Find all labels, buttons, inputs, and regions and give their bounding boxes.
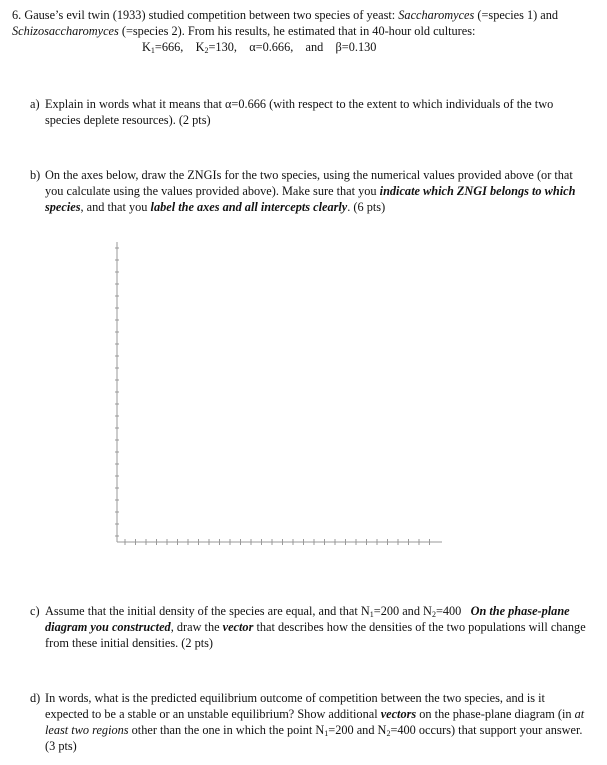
beta-param: β=0.130 [335,40,377,54]
part-d-label: d) [30,691,41,705]
part-d [30,690,590,754]
species2-name: Schizosaccharomyces [12,24,119,38]
x-axis [117,539,442,545]
species1-name: Saccharomyces [398,8,475,22]
part-c [30,603,605,651]
part-b [30,167,590,215]
part-a [30,96,590,128]
part-a-text: Explain in words what it means that α=0.666 (with respect to the extent to which individuals of the two species deplete resources). (2 pts) [45,97,554,127]
question-intro: 6. Gause’s evil twin (1933) studied competition between two species of yeast: Saccharomyces (=species 1) and Schizosaccharomyces (=species 2). From his results, he estimated that in 40-hour old cultures: [12,8,559,38]
part-b-label: b) [30,168,41,182]
part-b-text: On the axes below, draw the ZNGIs for the two species, using the numerical values provided above (or that you calculate using the values provided above). Make sure that you indicate which ZNGI belongs to which species, and that you label the axes and all intercepts clearly. (6 pts) [45,168,576,214]
part-c-text: Assume that the initial density of the species are equal, and that $N_1=200$ and $N_2=400$ On the phase-plane diagram you constructed, draw the vector that describes how the densities of the two populations will change from these initial densities. (2 pts) [45,604,586,650]
part-a-label: a) [30,97,40,111]
parameter-line: $K_1=666$, $K_2=130$, α=0.666, and β=0.130 [142,40,377,55]
part-d-text: In words, what is the predicted equilibrium outcome of competition between the two species, and is it expected to be a stable or an unstable equilibrium? Show additional vectors on the phase-plane diagram (in at least two regions other than the one in which the point $N_1=200$ and $N_2=400$ occurs) that support your answer. (3 pts) [45,691,585,753]
y-axis [115,242,119,542]
phase-plane-axes [108,236,448,551]
part-c-label: c) [30,604,40,618]
k1-param: $K_1=666$, [142,40,184,55]
alpha-param: α=0.666, [249,40,294,54]
k2-param: $K_2=130$, [195,40,237,55]
question-number: 6. [12,8,22,22]
